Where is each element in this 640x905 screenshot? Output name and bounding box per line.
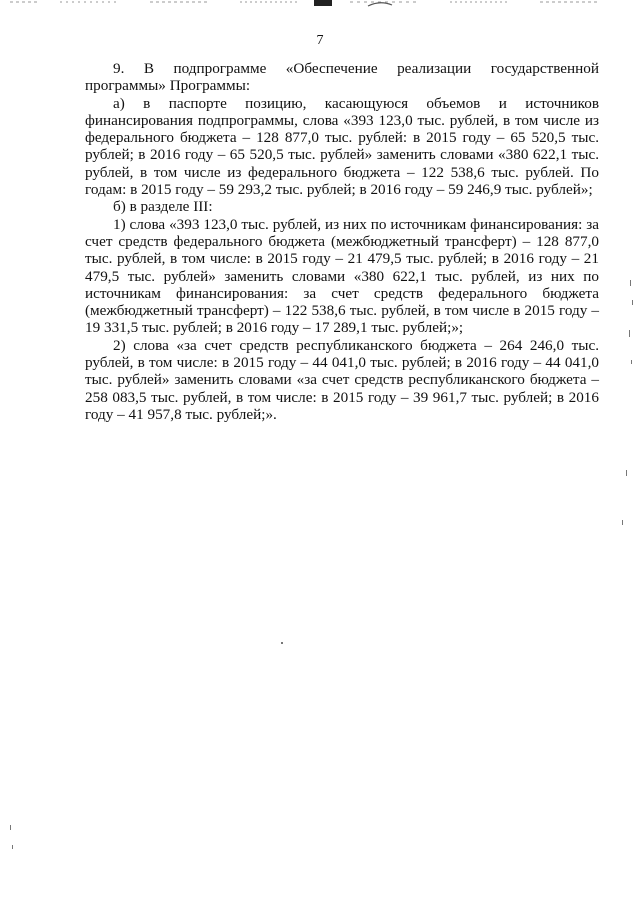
- scan-speck: [632, 300, 633, 305]
- scan-speck: [629, 330, 630, 337]
- page-number: 7: [316, 33, 324, 48]
- scan-speck: [281, 642, 283, 644]
- paragraph-subitem-b: б) в разделе III:: [113, 198, 213, 216]
- document-body: [85, 60, 599, 423]
- scan-speck: [631, 360, 632, 364]
- paragraph-item-9: 9. В подпрограмме «Обеспечение реализации государственной программы» Программы:: [85, 60, 599, 95]
- paragraph-subitem-a: а) в паспорте позицию, касающуюся объемов и источников финансирования подпрограммы, слова «393 123,0 тыс. рублей, в том числе из федерального бюджета – 128 877,0 тыс. рублей: в 2015 году – 65 520,5 тыс. рублей; в 2016 году – 65 520,5 тыс. рублей» заменить словами «380 622,1 тыс. рублей, в том числе из федерального бюджета – 122 538,6 тыс. рублей. По годам: в 2015 году – 59 293,2 тыс. рублей; в 2016 году – 59 246,9 тыс. рублей»;: [85, 94, 599, 199]
- scan-speck: [630, 280, 631, 286]
- scan-speck: [10, 825, 11, 830]
- scan-edge-marks: [0, 0, 640, 8]
- paragraph-subitem-b-2: 2) слова «за счет средств республиканского бюджета – 264 246,0 тыс. рублей, в том числе: в 2015 году – 44 041,0 тыс. рублей; в 2016 году – 44 041,0 тыс. рублей» заменить словами «за счет средств республиканского бюджета – 258 083,5 тыс. рублей, в том числе: в 2015 году – 39 961,7 тыс. рублей; в 2016 году – 41 957,8 тыс. рублей;».: [85, 336, 599, 423]
- paragraph-subitem-b-1: 1) слова «393 123,0 тыс. рублей, из них по источникам финансирования: за счет средств федерального бюджета (межбюджетный трансферт) – 128 877,0 тыс. рублей, в том числе: в 2015 году – 21 479,5 тыс. рублей; в 2016 году – 21 479,5 тыс. рублей» заменить словами «380 622,1 тыс. рублей, из них по источникам финансирования: за счет средств федерального бюджета (межбюджетный трансферт) – 122 538,6 тыс. рублей, в том числе в 2015 году – 19 331,5 тыс. рублей; в 2016 году – 17 289,1 тыс. рублей;»;: [85, 215, 599, 337]
- scan-speck: [622, 520, 623, 525]
- scan-speck: [626, 470, 627, 476]
- scan-speck: [12, 845, 13, 849]
